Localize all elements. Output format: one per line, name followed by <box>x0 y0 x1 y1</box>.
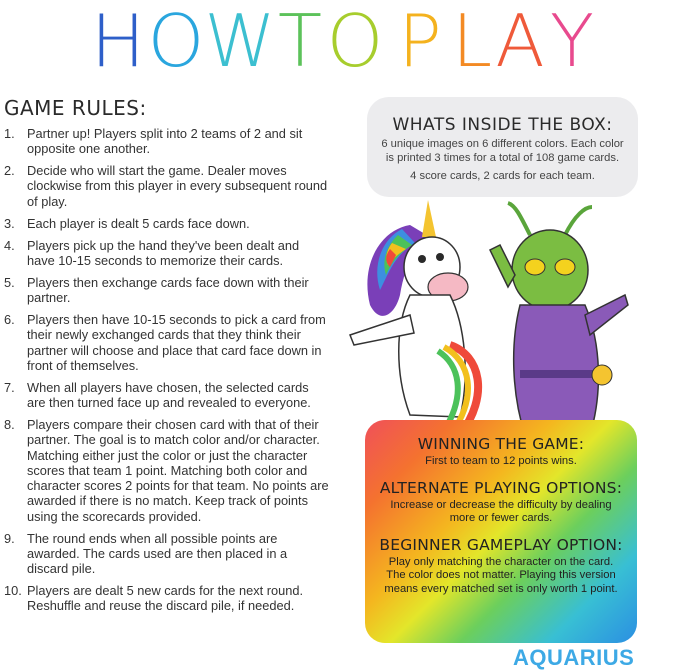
beginner-heading: BEGINNER GAMEPLAY OPTION: <box>379 535 623 554</box>
rule-text: Partner up! Players split into 2 teams of 2 and sit opposite one another. <box>27 126 303 157</box>
rule-item <box>4 417 330 524</box>
title-letter: A <box>495 2 545 78</box>
rule-number: 1. <box>4 126 15 141</box>
rule-number: 5. <box>4 274 15 290</box>
rule-item <box>4 380 330 411</box>
whats-inside-scorecards-text: 4 score cards, 2 cards for each team. <box>410 170 595 182</box>
title-letter: H <box>90 2 146 78</box>
rule-text: Players are dealt 5 new cards for the next round. Reshuffle and reuse the discard pile, if needed. <box>27 583 303 614</box>
title-letter: T <box>278 2 322 78</box>
rule-number: 2. <box>4 163 15 179</box>
rule-item <box>4 583 330 614</box>
rule-item <box>4 531 330 577</box>
title-letter: O <box>326 2 384 78</box>
rule-text: The round ends when all possible points are awarded. The cards used are then placed in a discard pile. <box>27 530 288 577</box>
page-title <box>0 2 679 78</box>
rule-item <box>4 216 330 231</box>
rule-item <box>4 238 330 269</box>
whats-inside-box-panel <box>367 97 638 197</box>
rule-text: Players then exchange cards face down with their partner. <box>27 274 309 306</box>
rule-item <box>4 312 330 373</box>
rule-number: 10. <box>4 583 22 599</box>
alien-head <box>512 230 588 310</box>
rule-item <box>4 126 330 157</box>
rule-number: 4. <box>4 237 15 253</box>
rule-text: Players compare their chosen card with that of their partner. The goal is to match color and/or character. Matching either just the color or just the character scores that team 1 point. Matching both color and character scores 2 points for that team. No points are awarded if there is no match. Keep track of points using the scorecards provided. <box>27 416 329 524</box>
title-letter: L <box>451 2 493 78</box>
alien-arm <box>490 245 515 287</box>
unicorn-and-alien-illustration <box>340 195 630 440</box>
whats-inside-text: 6 unique images on 6 different colors. Each color is printed 3 times for a total of 108 game cards. <box>381 138 624 164</box>
game-rules-list <box>4 126 330 620</box>
rule-item <box>4 275 330 306</box>
rule-text: When all players have chosen, the selected cards are then turned face up and revealed to everyone. <box>27 379 311 411</box>
whats-inside-heading: WHATS INSIDE THE BOX: <box>392 115 613 135</box>
rule-text: Players pick up the hand they've been dealt and have 10-15 seconds to memorize their cards. <box>27 237 300 268</box>
title-letter: W <box>204 2 276 78</box>
rule-number: 9. <box>4 530 15 546</box>
unicorn-horn <box>422 200 436 237</box>
game-options-panel <box>365 420 637 643</box>
alien-antenna <box>508 203 530 235</box>
rule-text: Decide who will start the game. Dealer moves clockwise from this player in every subsequent round of play. <box>27 163 328 209</box>
title-letter: O <box>147 2 205 78</box>
title-letter: P <box>398 2 442 78</box>
rule-number: 7. <box>4 379 15 395</box>
beginner-text: Play only matching the character on the card. The color does not matter. Playing this version means every matched set is only worth 1 point. <box>384 555 618 595</box>
rule-item <box>4 163 330 209</box>
rule-text: Players then have 10-15 seconds to pick a card from their newly exchanged cards that they think their partner will choose and place that card face down in front of themselves. <box>27 311 326 373</box>
alternate-text: Increase or decrease the difficulty by dealing more or fewer cards. <box>390 498 612 525</box>
rule-number: 3. <box>4 215 15 231</box>
ray-gun-icon <box>592 365 612 385</box>
winning-text: First to team to 12 points wins. <box>425 455 577 467</box>
winning-heading: WINNING THE GAME: <box>417 435 585 453</box>
brand-logo: AQUARIUS <box>513 645 635 670</box>
alternate-heading: ALTERNATE PLAYING OPTIONS: <box>379 478 623 497</box>
title-letter: Y <box>550 2 594 78</box>
rule-text: Each player is dealt 5 cards face down. <box>27 215 250 231</box>
game-rules-heading: GAME RULES: <box>4 96 147 120</box>
rule-number: 8. <box>4 416 15 432</box>
rule-number: 6. <box>4 311 15 327</box>
